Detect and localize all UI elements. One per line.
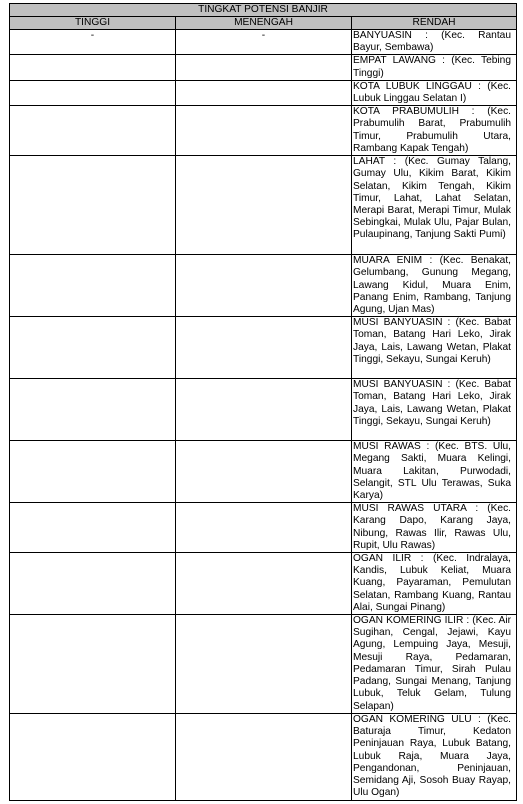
cell-tinggi [10,106,176,156]
cell-menengah [176,553,352,615]
cell-rendah: BANYUASIN : (Kec. Rantau Bayur, Sembawa) [352,30,517,55]
cell-tinggi [10,553,176,615]
cell-rendah: EMPAT LAWANG : (Kec. Tebing Tinggi) [352,55,517,80]
cell-tinggi [10,156,176,255]
cell-menengah [176,106,352,156]
cell-tinggi [10,317,176,379]
table-row [10,255,517,317]
cell-tinggi [10,55,176,80]
table-row [10,553,517,615]
cell-rendah: LAHAT : (Kec. Gumay Talang, Gumay Ulu, Kikim Barat, Kikim Selatan, Kikim Tengah, Kikim Timur, Lahat, Lahat Selatan, Merapi Barat, Merapi Timur, Mulak Sebingkai, Mulak Ulu, Pajar Bulan, Pulaupinang, Tanjung Sakti Pumi) [352,156,517,255]
cell-menengah [176,317,352,379]
cell-menengah [176,55,352,80]
cell-menengah [176,80,352,105]
cell-rendah: KOTA LUBUK LINGGAU : (Kec. Lubuk Linggau Selatan I) [352,80,517,105]
table-row [10,106,517,156]
cell-rendah: MUSI BANYUASIN : (Kec. Babat Toman, Batang Hari Leko, Jirak Jaya, Lais, Lawang Wetan, Plakat Tinggi, Sekayu, Sungai Keruh) [352,379,517,441]
header-tinggi: TINGGI [10,17,176,30]
header-menengah: MENENGAH [176,17,352,30]
cell-menengah [176,255,352,317]
cell-menengah [176,379,352,441]
table-row [10,615,517,714]
cell-menengah [176,615,352,714]
cell-tinggi [10,503,176,553]
cell-rendah: MUSI RAWAS UTARA : (Kec. Karang Dapo, Karang Jaya, Nibung, Rawas Ilir, Rawas Ulu, Rupit, Ulu Rawas) [352,503,517,553]
cell-rendah: KOTA PRABUMULIH : (Kec. Prabumulih Barat, Prabumulih Timur, Prabumulih Utara, Rambang Kapak Tengah) [352,106,517,156]
flood-potential-table [9,3,517,801]
table-row [10,317,517,379]
cell-rendah: MUSI BANYUASIN : (Kec. Babat Toman, Batang Hari Leko, Jirak Jaya, Lais, Lawang Wetan, Plakat Tinggi, Sekayu, Sungai Keruh) [352,317,517,379]
header-rendah: RENDAH [352,17,517,30]
cell-menengah [176,714,352,801]
table-row [10,503,517,553]
table-row [10,714,517,801]
cell-menengah [176,156,352,255]
cell-menengah [176,441,352,503]
cell-tinggi [10,441,176,503]
cell-tinggi [10,80,176,105]
table-row [10,441,517,503]
table-row [10,30,517,55]
cell-tinggi: - [10,30,176,55]
table-row [10,379,517,441]
table-title: TINGKAT POTENSI BANJIR [10,4,517,17]
table-row [10,55,517,80]
cell-rendah: MUSI RAWAS : (Kec. BTS. Ulu, Megang Sakti, Muara Kelingi, Muara Lakitan, Purwodadi, Selangit, STL Ulu Terawas, Suka Karya) [352,441,517,503]
cell-tinggi [10,714,176,801]
cell-tinggi [10,255,176,317]
cell-menengah [176,503,352,553]
cell-rendah: OGAN ILIR : (Kec. Indralaya, Kandis, Lubuk Keliat, Muara Kuang, Payaraman, Pemulutan Selatan, Rambang Kuang, Rantau Alai, Sungai Pinang) [352,553,517,615]
table-row [10,156,517,255]
cell-tinggi [10,615,176,714]
cell-tinggi [10,379,176,441]
cell-rendah: OGAN KOMERING ILIR : (Kec. Air Sugihan, Cengal, Jejawi, Kayu Agung, Lempuing Jaya, Mesuji, Mesuji Raya, Pedamaran, Pedamaran Timur, Sirah Pulau Padang, Sungai Menang, Tanjung Lubuk, Teluk Gelam, Tulung Selapan) [352,615,517,714]
table-row [10,80,517,105]
cell-rendah: MUARA ENIM : (Kec. Benakat, Gelumbang, Gunung Megang, Lawang Kidul, Muara Enim, Panang Enim, Rambang, Tanjung Agung, Ujan Mas) [352,255,517,317]
cell-menengah: - [176,30,352,55]
cell-rendah: OGAN KOMERING ULU : (Kec. Baturaja Timur, Kedaton Peninjauan Raya, Lubuk Batang, Lubuk Raja, Muara Jaya, Pengandonan, Peninjauan, Semidang Aji, Sosoh Buay Rayap, Ulu Ogan) [352,714,517,801]
